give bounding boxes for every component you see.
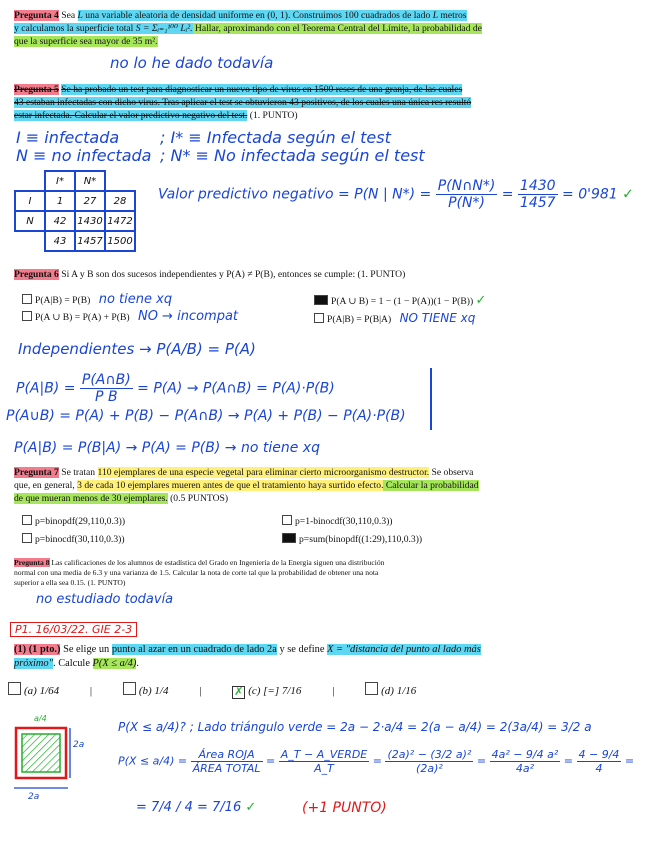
checkbox-icon[interactable] [22, 311, 32, 321]
q5-def-infectada: I ≡ infectada [16, 128, 120, 147]
q4-line2b: Hallar, aproximando con el Teorema Central del Límite, la probabilidad de [192, 23, 482, 34]
table-cell: N [15, 211, 45, 231]
checkmark-icon: ✓ [475, 292, 487, 307]
q1-option-c[interactable] [232, 685, 301, 697]
table-cell: N* [75, 171, 105, 191]
q1-option-b[interactable] [123, 685, 169, 697]
q1-t6: . Calcule [53, 658, 93, 669]
q7-block [14, 466, 644, 505]
q1-hw2-lhs: P(X ≤ a/4) = [118, 754, 188, 768]
q8-line1: Las calificaciones de los alumnos de estadística del Grado en Ingeniería de la Energía siguen una distribución [51, 558, 385, 567]
q4-L: L [77, 10, 83, 21]
q1-frac4-num: 4a² − 9/4 a² [491, 748, 559, 761]
q1-frac4 [490, 748, 561, 775]
square-diagram [8, 718, 78, 800]
checkbox-icon[interactable] [22, 294, 32, 304]
q4-text3: metros [438, 10, 467, 21]
q6-hw2-frac [80, 372, 133, 405]
q7-t4: que, en general, [14, 480, 78, 491]
q1-t5: próximo" [14, 658, 53, 669]
q6-option-1[interactable] [22, 293, 172, 307]
q5-frac2-num: 1430 [519, 178, 556, 194]
side-label: 2a [73, 740, 85, 750]
q6-option-4[interactable] [314, 312, 475, 326]
q1-frac2 [279, 748, 370, 775]
table-row [15, 211, 135, 231]
table-cell: 1472 [105, 211, 135, 231]
q7-t7: de que mueran menos de 30 ejemplares. [14, 493, 168, 504]
q5-label: Pregunta 5 [14, 84, 59, 95]
exam-tag: P1. 16/03/22. GIE 2-3 [10, 622, 137, 637]
q1-frac2-den: A_T [314, 762, 334, 775]
bonus-point-note: (+1 PUNTO) [302, 800, 387, 816]
q7-option-1[interactable] [22, 515, 125, 528]
table-cell [105, 171, 135, 191]
q8-label: Pregunta 8 [14, 558, 50, 567]
table-cell: 1500 [105, 231, 135, 251]
q5-def-no-infectada: N ≡ no infectada [16, 146, 152, 165]
q5-frac2 [518, 178, 558, 211]
q7-opt2-label: p=1-binocdf(30,110,0.3)) [295, 516, 393, 527]
q7-opt1-label: p=binopdf(29,110,0.3)) [35, 516, 126, 527]
q6-hw2-den: P B [95, 389, 118, 405]
checkbox-icon[interactable] [22, 515, 32, 525]
q5-vpn-text: Valor predictivo negativo = P(N | N*) = [158, 186, 432, 203]
q7-option-2[interactable] [282, 515, 393, 528]
checkmark-icon: ✓ [245, 800, 257, 815]
q4-formula: S = Σᵢ₌₁¹⁰⁰ Lᵢ². [135, 23, 193, 34]
q1-option-d[interactable] [365, 685, 416, 697]
q1-number: (1) (1 pto.) [14, 644, 61, 655]
q1-t7: P(X ≤ a/4) [92, 658, 137, 669]
q4-text1: Sea [61, 10, 78, 21]
q5-frac2-den: 1457 [519, 195, 556, 211]
q4-line3: que la superficie sea mayor de 35 m². [14, 36, 158, 47]
q1-frac2-num: A_T − A_VERDE [280, 748, 368, 761]
q1-frac5-den: 4 [595, 762, 603, 775]
q8-block [14, 558, 614, 588]
q1-t8: . [136, 658, 139, 669]
q1-frac1-num: Área ROJA [191, 748, 263, 762]
q4-line2a: y calculamos la superficie total [14, 23, 136, 34]
q8-handwritten-note: no estudiado todavía [36, 592, 174, 607]
q7-label: Pregunta 7 [14, 467, 59, 478]
option-separator: | [199, 685, 202, 697]
q5-line1: Se ha probado un test para diagnosticar un nuevo tipo de virus en 1500 reses de una granja, de las cuales [61, 84, 463, 95]
checkbox-checked-icon[interactable]: ✗ [234, 685, 244, 698]
checkbox-icon[interactable] [8, 682, 21, 695]
q7-t3: Se observa [429, 467, 474, 478]
checkbox-icon[interactable] [123, 682, 136, 695]
q1-opt-c-label: (c) [=] 7/16 [248, 685, 302, 697]
q1-t3: y se define [276, 644, 328, 655]
q7-option-3[interactable] [22, 533, 125, 546]
q7-t8: (0.5 PUNTOS) [167, 493, 229, 504]
q5-frac1-num: P(N∩N*) [437, 178, 496, 194]
q4-label: Pregunta 4 [14, 10, 59, 21]
q5-vpn-line: Valor predictivo negativo = P(N | N*) = $\frac{P(N\cap N*)}{P(N*)}$ = $\frac{1430}{1457}$ = 0'981 ✓ [158, 178, 634, 211]
contingency-table [14, 170, 136, 252]
q4-block [14, 9, 644, 48]
q6-opt3-label: P(A ∪ B) = P(A) + P(B) [35, 312, 130, 323]
q7-opt3-label: p=binocdf(30,110,0.3)) [35, 534, 125, 545]
q4-L2: L [432, 10, 439, 21]
checkbox-checked-icon[interactable] [314, 295, 328, 305]
table-cell: I [15, 191, 45, 211]
q5-def-infectada-test: ; I* ≡ Infectada según el test [160, 128, 391, 147]
q6-opt1-label: P(A|B) = P(B) [35, 295, 91, 306]
checkbox-icon[interactable] [282, 515, 292, 525]
q5-def-no-infectada-test: ; N* ≡ No infectada según el test [160, 146, 425, 165]
table-cell: I* [45, 171, 75, 191]
q6-block [14, 268, 644, 281]
q1-frac5-num: 4 − 9/4 [578, 748, 620, 761]
q1-frac3-den: (2a)² [416, 762, 443, 775]
q6-opt4-label: P(A|B) = P(B|A) [327, 314, 392, 325]
checkbox-icon[interactable] [22, 533, 32, 543]
q6-hw2a: P(A|B) = [16, 380, 76, 397]
q1-opt-d-label: (d) 1/16 [381, 685, 417, 697]
q1-t1: Se elige un [60, 644, 112, 655]
q6-option-2[interactable] [314, 293, 486, 308]
q1-opt-b-label: (b) 1/4 [138, 685, 169, 697]
q6-hw-line4: P(A|B) = P(B|A) → P(A) = P(B) → no tiene xq [14, 440, 320, 456]
q5-line3: estar infectada. Calcular el valor predictivo negativo del test. [14, 110, 248, 121]
q7-t1: Se tratan [61, 467, 98, 478]
table-row [15, 191, 135, 211]
table-cell [15, 231, 45, 251]
q1-hw-line1: P(X ≤ a/4)? ; Lado triángulo verde = 2a − 2·a/4 = 2(a − a/4) = 2(3a/4) = 3/2 a [118, 720, 592, 734]
q5-block [14, 83, 644, 122]
checkbox-checked-icon[interactable] [282, 533, 296, 543]
bottom-label: 2a [28, 792, 40, 802]
q6-text: Si A y B son dos sucesos independientes y P(A) ≠ P(B), entonces se cumple: (1. PUNTO) [61, 269, 406, 280]
q1-frac3-num: (2a)² − (3/2 a)² [387, 748, 472, 761]
q1-option-a[interactable] [8, 685, 59, 697]
table-cell: 1 [45, 191, 75, 211]
q1-options [8, 682, 638, 699]
q1-frac1 [191, 748, 263, 775]
option-separator: | [89, 685, 93, 697]
bracket-line [430, 368, 432, 430]
q1-frac5 [577, 748, 622, 775]
q6-hw-line2 [16, 372, 335, 405]
q7-t2: 110 ejemplares de una especie vegetal para eliminar cierto microorganismo destructor. [97, 467, 430, 478]
table-cell: 27 [75, 191, 105, 211]
inner-square [22, 734, 60, 772]
q1-block [14, 643, 644, 671]
q4-handwritten-note: no lo he dado todavía [110, 54, 274, 72]
table-cell: 28 [105, 191, 135, 211]
q6-hw-line3: P(A∪B) = P(A) + P(B) − P(A∩B) → P(A) + P(B) − P(A)·P(B) [6, 408, 406, 424]
q5-frac1-den: P(N*) [448, 195, 485, 211]
q8-line2: normal con una media de 6.3 y una varianza de 1.5. Calcular la nota de corte tal que la probabilidad de obtener una nota [14, 568, 379, 577]
q8-line3: superior a ella sea 0.15. (1. PUNTO) [14, 578, 126, 587]
table-cell: 42 [45, 211, 75, 231]
q1-hw-line2: P(X ≤ a/4) = $\frac{\text{Área ROJA}}{\text{ÁREA TOTAL}}$ = $\frac{\text{A\_T − A\_VERDE}}{A\_T}$ = $\frac{\text{(2a)² − (3/2 a)²}}{\text{(2a)²}}$ = $\frac{\text{4a² − 9/4 a²}}{\text{4a²}}$ = $\frac{4 - 9/4}{4}$ = [118, 748, 635, 775]
q6-opt2-label: P(A ∪ B) = 1 − (1 − P(A))(1 − P(B)) [331, 296, 474, 307]
table-cell [15, 171, 45, 191]
table-row [15, 171, 135, 191]
a4-label: a/4 [34, 714, 47, 723]
option-separator: | [332, 685, 335, 697]
q7-opt4-label: p=sum(binopdf((1:29),110,0.3)) [299, 534, 423, 545]
q7-option-4[interactable] [282, 533, 422, 546]
q5-line2: 43 estaban infectadas con dicho virus. Tras aplicar el test se obtuvieron 43 positivos, de los cuales una única res resultó [14, 97, 472, 108]
q1-t4: X = "distancia del punto al lado más [327, 644, 481, 655]
checkbox-icon[interactable] [365, 682, 378, 695]
q1-t2: punto al azar en un cuadrado de lado 2a [111, 644, 277, 655]
table-cell: 43 [45, 231, 75, 251]
q6-hw2-num: P(A∩B) [81, 372, 131, 388]
checkbox-icon[interactable] [314, 313, 324, 323]
table-cell: 1430 [75, 211, 105, 231]
q1-opt-a-label: (a) 1/64 [24, 685, 60, 697]
table-cell: 1457 [75, 231, 105, 251]
q6-hw2b: = P(A) → P(A∩B) = P(A)·P(B) [137, 380, 335, 397]
q4-text2: una variable aleatoria de densidad uniforme en (0, 1). Construimos 100 cuadrados de lado [82, 10, 433, 21]
q6-opt1-note: no tiene xq [98, 292, 173, 307]
q1-hw3: = 7/4 / 4 = 7/16 [136, 800, 242, 815]
q6-opt3-note: NO → incompat [137, 309, 239, 324]
q1-hw-line3 [136, 800, 256, 815]
q7-t5: 3 de cada 10 ejemplares mueren antes de que el tratamiento haya surtido efecto. [77, 480, 384, 491]
q6-label: Pregunta 6 [14, 269, 59, 280]
q5-frac1 [436, 178, 498, 211]
q7-t6: Calcular la probabilidad [383, 480, 479, 491]
q6-option-3[interactable] [22, 310, 238, 324]
q1-frac1-den: ÁREA TOTAL [192, 762, 261, 775]
q5-result: = 0'981 [562, 186, 618, 203]
checkmark-icon: ✓ [622, 186, 634, 203]
q6-opt4-note: NO TIENE xq [399, 311, 476, 325]
table-row [15, 231, 135, 251]
q5-points: (1. PUNTO) [247, 110, 298, 121]
q6-hw-independientes: Independientes → P(A/B) = P(A) [18, 340, 256, 358]
q1-frac4-den: 4a² [515, 762, 535, 775]
q1-frac3 [385, 748, 473, 775]
